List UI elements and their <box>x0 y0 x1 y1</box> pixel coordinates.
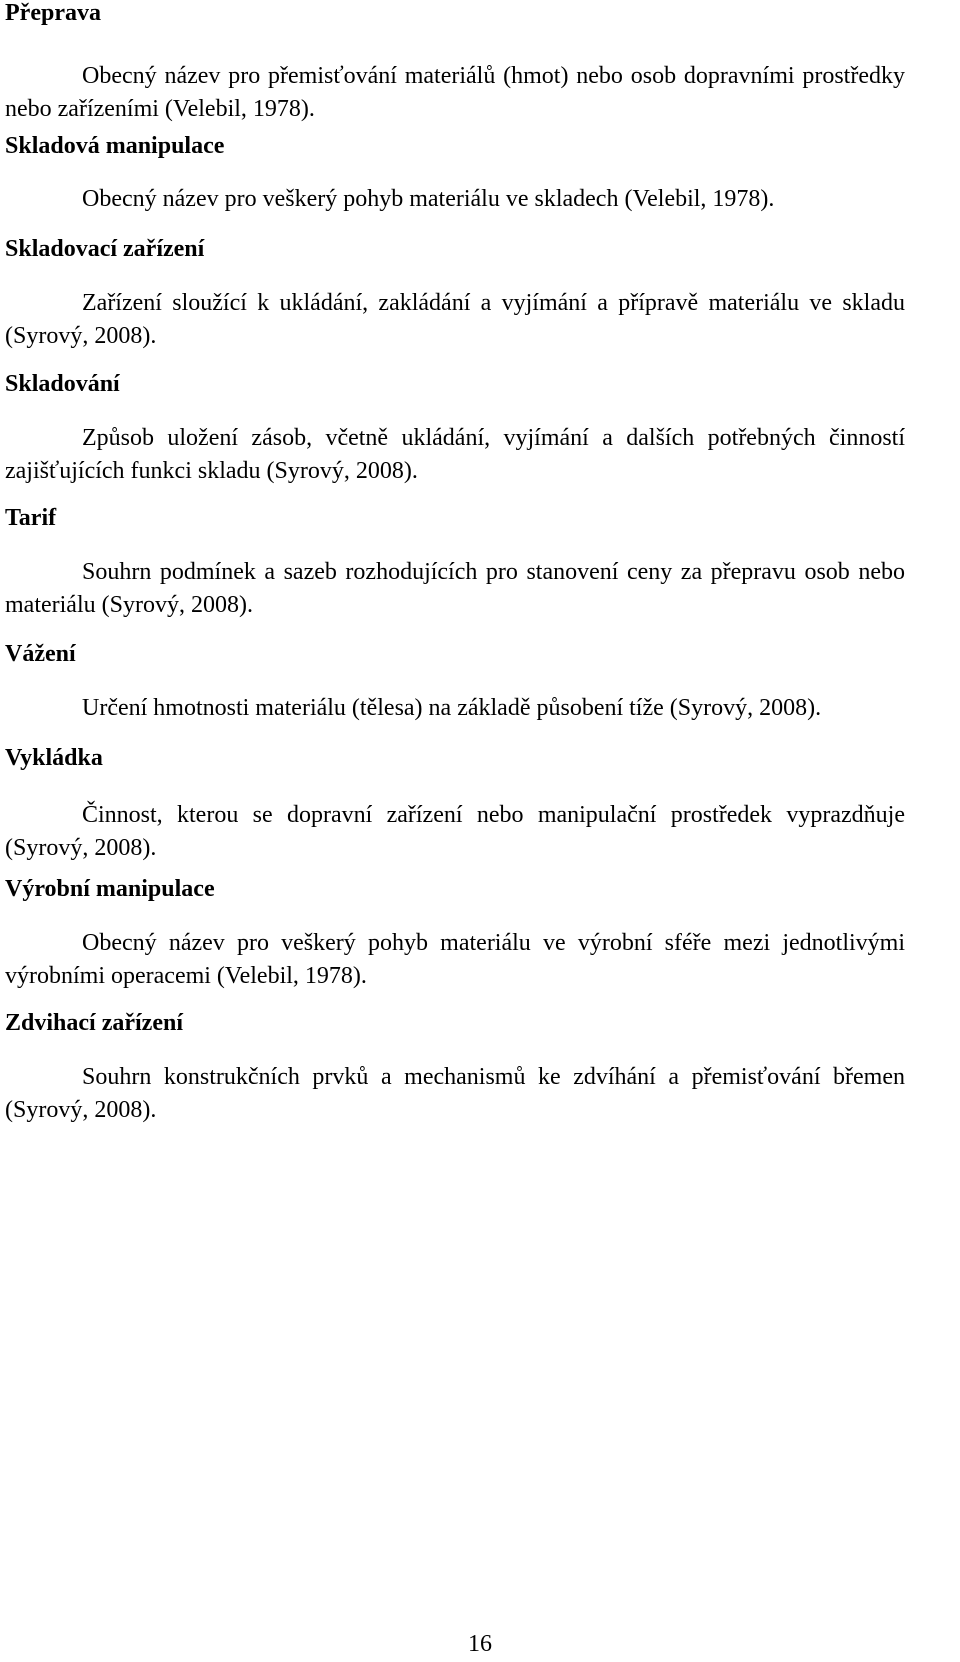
glossary-term: Přeprava <box>5 0 101 26</box>
glossary-term: Tarif <box>5 505 57 531</box>
glossary-definition: Obecný název pro veškerý pohyb materiálu ve skladech (Velebil, 1978). <box>82 186 775 212</box>
glossary-definition: Obecný název pro přemisťování materiálů (hmot) nebo osob dopravními prostředky nebo zařízeními (Velebil, 1978). <box>5 63 905 122</box>
glossary-term: Skladová manipulace <box>5 133 225 159</box>
glossary-definition: Souhrn podmínek a sazeb rozhodujících pro stanovení ceny za přepravu osob nebo materiálu (Syrový, 2008). <box>5 559 905 618</box>
glossary-term: Vykládka <box>5 745 103 771</box>
glossary-entry <box>5 0 905 126</box>
glossary-term: Vážení <box>5 641 76 667</box>
glossary-entry <box>5 368 905 488</box>
glossary-entry <box>5 873 905 993</box>
glossary-definition: Činnost, kterou se dopravní zařízení nebo manipulační prostředek vyprazdňuje (Syrový, 2008). <box>5 802 905 861</box>
glossary-term: Skladovací zařízení <box>5 236 205 262</box>
glossary-definition: Souhrn konstrukčních prvků a mechanismů ke zdvíhání a přemisťování břemen (Syrový, 2008). <box>5 1064 905 1123</box>
glossary-term: Zdvihací zařízení <box>5 1010 183 1036</box>
glossary-entry <box>5 638 905 725</box>
glossary-definition: Určení hmotnosti materiálu (tělesa) na základě působení tíže (Syrový, 2008). <box>82 695 822 721</box>
glossary-entry <box>5 502 905 622</box>
glossary-entry <box>5 233 905 353</box>
glossary-definition: Zařízení sloužící k ukládání, zakládání a vyjímání a přípravě materiálu ve skladu (Syrový, 2008). <box>5 290 905 349</box>
glossary-term: Skladování <box>5 371 120 397</box>
glossary-entry <box>5 1007 905 1127</box>
glossary-term: Výrobní manipulace <box>5 876 215 902</box>
glossary-entry <box>5 130 905 216</box>
glossary-entry <box>5 742 905 865</box>
page-number: 16 <box>468 1631 492 1657</box>
glossary-definition: Obecný název pro veškerý pohyb materiálu ve výrobní sféře mezi jednotlivými výrobními operacemi (Velebil, 1978). <box>5 930 905 989</box>
glossary-definition: Způsob uložení zásob, včetně ukládání, vyjímání a dalších potřebných činností zajišťujících funkci skladu (Syrový, 2008). <box>5 425 905 484</box>
